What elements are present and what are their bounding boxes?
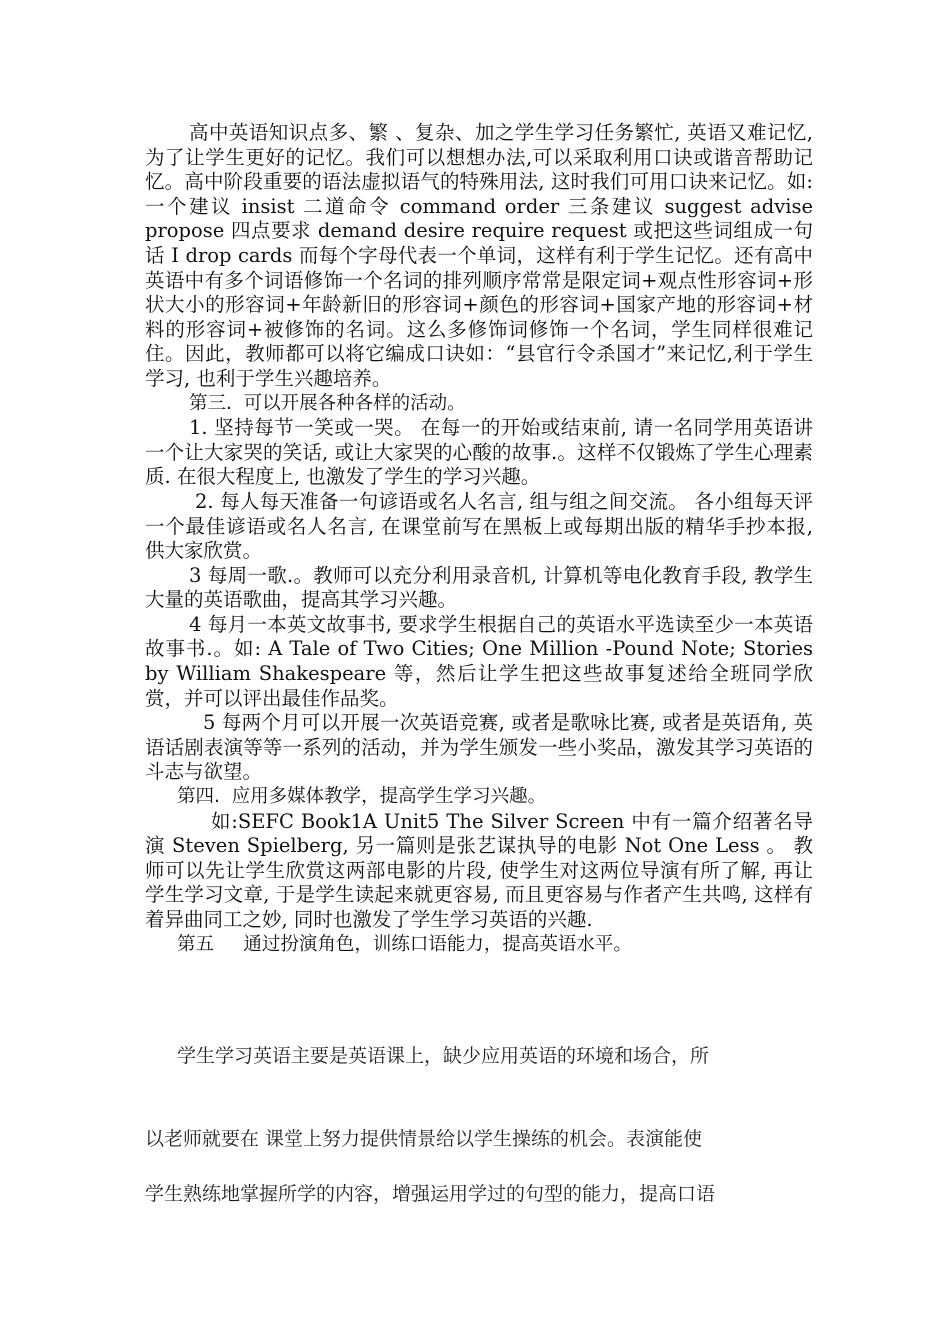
activity-item-1: 1. 坚持每节一笑或一哭。 在每一的开始或结束前, 请一名同学用英语讲一个让大家哭的笑话, 或让大家哭的心酸的故事.。这样不仅锻炼了学生心理素质. 在很大程度上, 也激发了学生的学习兴趣。	[145, 416, 813, 489]
roleplay-line-1: 学生学习英语主要是英语课上，缺少应用英语的环境和场合，所	[177, 1045, 710, 1067]
section-heading-3: 第三. 可以开展各种各样的活动。	[189, 392, 466, 414]
intro-paragraph: 高中英语知识点多、繁 、复杂、加之学生学习任务繁忙, 英语又难记忆, 为了让学生更好的记忆。我们可以想想办法,可以采取利用口诀或谐音帮助记忆。高中阶段重要的语法虚拟语气的特殊用法, 这时我们可用口诀来记忆。如: 一个建议 insist 二道命令 command order 三条建议 suggest advise propose 四点要求 demand desire require request 或把这些词组成一句话 I drop cards 而每个字母代表一个单词，这样有利于学生记忆。还有高中英语中有多个词语修饰一个名词的排列顺序常常是限定词+观点性形容词+形状大小的形容词+年龄新旧的形容词+颜色的形容词+国家产地的形容词+材料的形容词+被修饰的名词。这么多修饰词修饰一个名词，学生同样很难记住。因此，教师都可以将它编成口诀如：“县官行令杀国才”来记忆,利于学生学习, 也利于学生兴趣培养。	[145, 121, 813, 390]
roleplay-line-2: 以老师就要在 课堂上努力提供情景给以学生操练的机会。表演能使	[145, 1128, 703, 1150]
activity-item-3: 3 每周一歌.。教师可以充分利用录音机, 计算机等电化教育手段, 教学生大量的英语歌曲，提高其学习兴趣。	[145, 563, 813, 612]
document-body	[145, 121, 813, 957]
activity-item-2: 2. 每人每天准备一句谚语或名人名言, 组与组之间交流。 各小组每天评一个最佳谚语或名人名言, 在课堂前写在黑板上或每期出版的精华手抄本报, 供大家欣赏。	[145, 489, 813, 563]
activity-item-5: 5 每两个月可以开展一次英语竞赛, 或者是歌咏比赛, 或者是英语角, 英语话剧表演等等一系列的活动，并为学生颁发一些小奖品，激发其学习英语的斗志与欲望。	[145, 711, 813, 784]
multimedia-paragraph: 如:SEFC Book1A Unit5 The Silver Screen 中有一篇介绍著名导演 Steven Spielberg, 另一篇则是张艺谋执导的电影 Not One Less 。 教师可以先让学生欣赏这两部电影的片段, 使学生对这两位导演有所了解, 再让学生学习文章, 于是学生读起来就更容易, 而且更容易与作者产生共鸣, 这样有着异曲同工之妙, 同时也激发了学生学习英语的兴趣.	[145, 809, 813, 931]
section-heading-4: 第四. 应用多媒体教学，提高学生学习兴趣。	[177, 786, 547, 808]
activity-item-4: 4 每月一本英文故事书, 要求学生根据自己的英语水平选读至少一本英语故事书.。如: A Tale of Two Cities; One Million -Pound Note; Stories by William Shakespeare 等，然后让学生把这些故事复述给全班同学欣赏，并可以评出最佳作品奖。	[145, 612, 813, 710]
section-heading-5: 第五 通过扮演角色，训练口语能力，提高英语水平。	[177, 933, 632, 955]
roleplay-line-3: 学生熟练地掌握所学的内容，增强运用学过的句型的能力，提高口语	[145, 1183, 716, 1205]
